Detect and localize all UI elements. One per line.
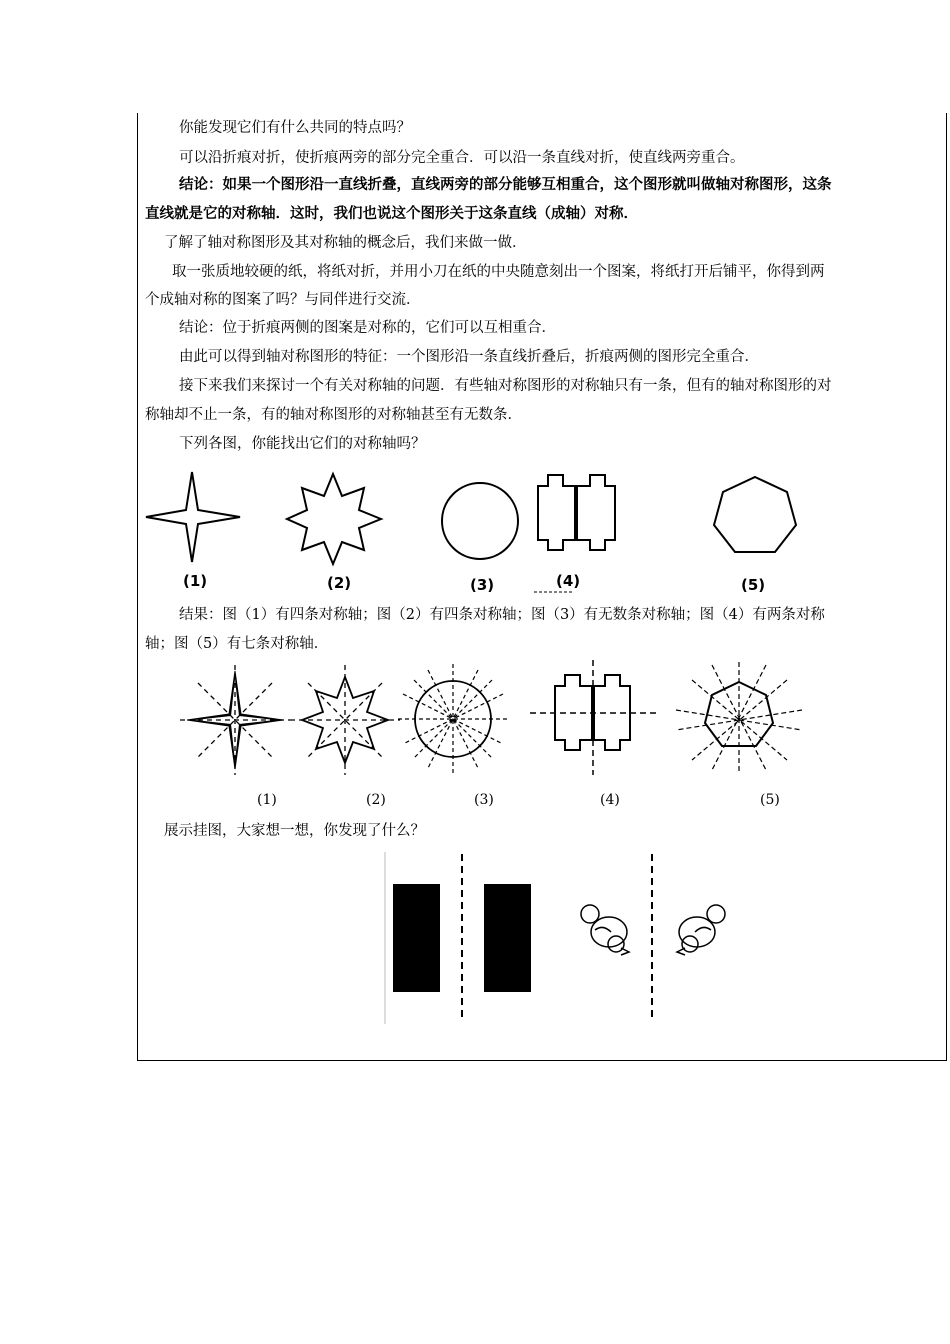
paragraph-wall-chart: 展示挂图，大家想一想，你发现了什么？ [164,823,425,839]
paragraph-conclusion-2: 结论：位于折痕两侧的图案是对称的，它们可以互相重合． [179,320,556,336]
figure-circle-axes [398,662,510,774]
figure-label-4: (4) [556,572,581,590]
paragraph-transition: 了解了轴对称图形及其对称轴的概念后，我们来做一做． [164,235,527,251]
figure-double-cross-axes [530,660,660,775]
figure-circle [435,470,530,570]
figure-four-point-star-axes [180,665,290,775]
figure-four-point-star [140,470,250,565]
paragraph-result-line2: 轴；图（5）有七条对称轴． [145,636,329,652]
paragraph-axis-question-line1: 接下来我们来探讨一个有关对称轴的问题．有些轴对称图形的对称轴只有一条，但有的轴对称图形的对 [179,378,832,394]
axes-figure-label-1: (1) [257,792,277,808]
figure-label-5: (5) [741,576,766,594]
paragraph-axis-question-line2: 称轴却不止一条，有的轴对称图形的对称轴甚至有无数条． [145,407,522,423]
figure-heptagon-axes [672,660,807,775]
figure-label-2: (2) [327,574,352,592]
paragraph-feature: 由此可以得到轴对称图形的特征：一个图形沿一条直线折叠后，折痕两侧的图形完全重合． [179,349,759,365]
paragraph-activity-line1: 取一张质地较硬的纸，将纸对折，并用小刀在纸的中央随意刻出一个图案，将纸打开后铺平，你得到两 [172,264,825,280]
figure-label-3: (3) [470,576,495,594]
chick-left-icon [581,905,629,955]
wall-chart-illustration [385,852,735,1027]
axes-figure-label-4: (4) [600,792,620,808]
figure-eight-point-star-axes [290,665,400,775]
chick-right-icon [677,905,725,955]
figure-double-cross-shape [535,470,625,560]
axes-figure-label-2: (2) [366,792,386,808]
axes-figure-label-3: (3) [474,792,494,808]
paragraph-activity-line2: 个成轴对称的图案了吗？与同伴进行交流． [145,292,421,308]
paragraph-conclusion-line1: 结论：如果一个图形沿一直线折叠，直线两旁的部分能够互相重合，这个图形就叫做轴对称图形，这条 [179,176,832,193]
figure-eight-point-star [285,470,395,570]
axes-figure-label-5: (5) [760,792,780,808]
figure-heptagon [705,470,805,560]
paragraph-find-axes: 下列各图，你能找出它们的对称轴吗？ [179,436,426,452]
paragraph-fold-description: 可以沿折痕对折，使折痕两旁的部分完全重合．可以沿一条直线对折，使直线两旁重合。 [179,150,745,166]
paragraph-question: 你能发现它们有什么共同的特点吗？ [179,120,411,136]
figure-label-1: (1) [183,572,208,590]
dashed-underline [534,590,584,594]
paragraph-result-line1: 结果：图（1）有四条对称轴；图（2）有四条对称轴；图（3）有无数条对称轴；图（4）有两条对称 [179,607,825,623]
paragraph-conclusion-line2: 直线就是它的对称轴．这时，我们也说这个图形关于这条直线（成轴）对称． [145,205,638,222]
